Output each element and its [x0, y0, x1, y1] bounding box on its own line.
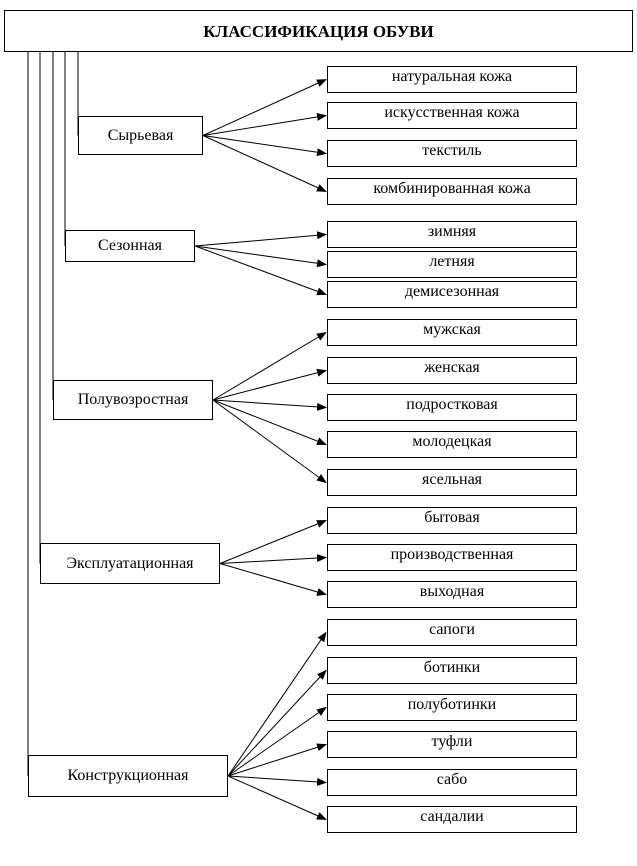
arrow-line	[228, 633, 326, 777]
category-box: Полувозростная	[53, 380, 213, 420]
leaf-box: выходная	[327, 581, 577, 608]
diagram-title: КЛАССИФИКАЦИЯ ОБУВИ	[4, 10, 633, 52]
leaf-box: ботинки	[327, 657, 577, 684]
arrow-line	[195, 246, 326, 265]
leaf-box: бытовая	[327, 507, 577, 534]
arrow-line	[203, 116, 326, 136]
leaf-box: зимняя	[327, 221, 577, 248]
arrow-line	[195, 235, 326, 247]
arrow-line	[213, 333, 326, 401]
arrow-line	[220, 521, 326, 564]
leaf-box: женская	[327, 357, 577, 384]
leaf-box: летняя	[327, 251, 577, 278]
arrow-line	[228, 776, 326, 783]
leaf-box: мужская	[327, 319, 577, 346]
leaf-box: демисезонная	[327, 281, 577, 308]
leaf-box: сандалии	[327, 806, 577, 833]
arrow-line	[213, 371, 326, 401]
leaf-box: полуботинки	[327, 694, 577, 721]
arrow-line	[213, 400, 326, 483]
leaf-box: искусственная кожа	[327, 102, 577, 129]
arrow-line	[195, 246, 326, 295]
arrow-line	[228, 708, 326, 777]
leaf-box: сапоги	[327, 619, 577, 646]
leaf-box: натуральная кожа	[327, 66, 577, 93]
category-box: Сырьевая	[78, 116, 203, 155]
leaf-box: производственная	[327, 544, 577, 571]
leaf-box: молодецкая	[327, 431, 577, 458]
leaf-box: туфли	[327, 731, 577, 758]
leaf-box: комбинированная кожа	[327, 178, 577, 205]
arrow-line	[228, 776, 326, 820]
category-box: Конструкционная	[28, 755, 228, 797]
arrow-line	[203, 136, 326, 154]
arrow-line	[203, 80, 326, 136]
leaf-box: подростковая	[327, 394, 577, 421]
arrow-line	[220, 564, 326, 595]
leaf-box: сабо	[327, 769, 577, 796]
leaf-box: ясельная	[327, 469, 577, 496]
leaf-box: текстиль	[327, 140, 577, 167]
category-box: Эксплуатационная	[40, 543, 220, 584]
arrow-line	[220, 558, 326, 564]
arrow-line	[203, 136, 326, 192]
arrow-group	[195, 80, 326, 820]
category-box: Сезонная	[65, 230, 195, 262]
